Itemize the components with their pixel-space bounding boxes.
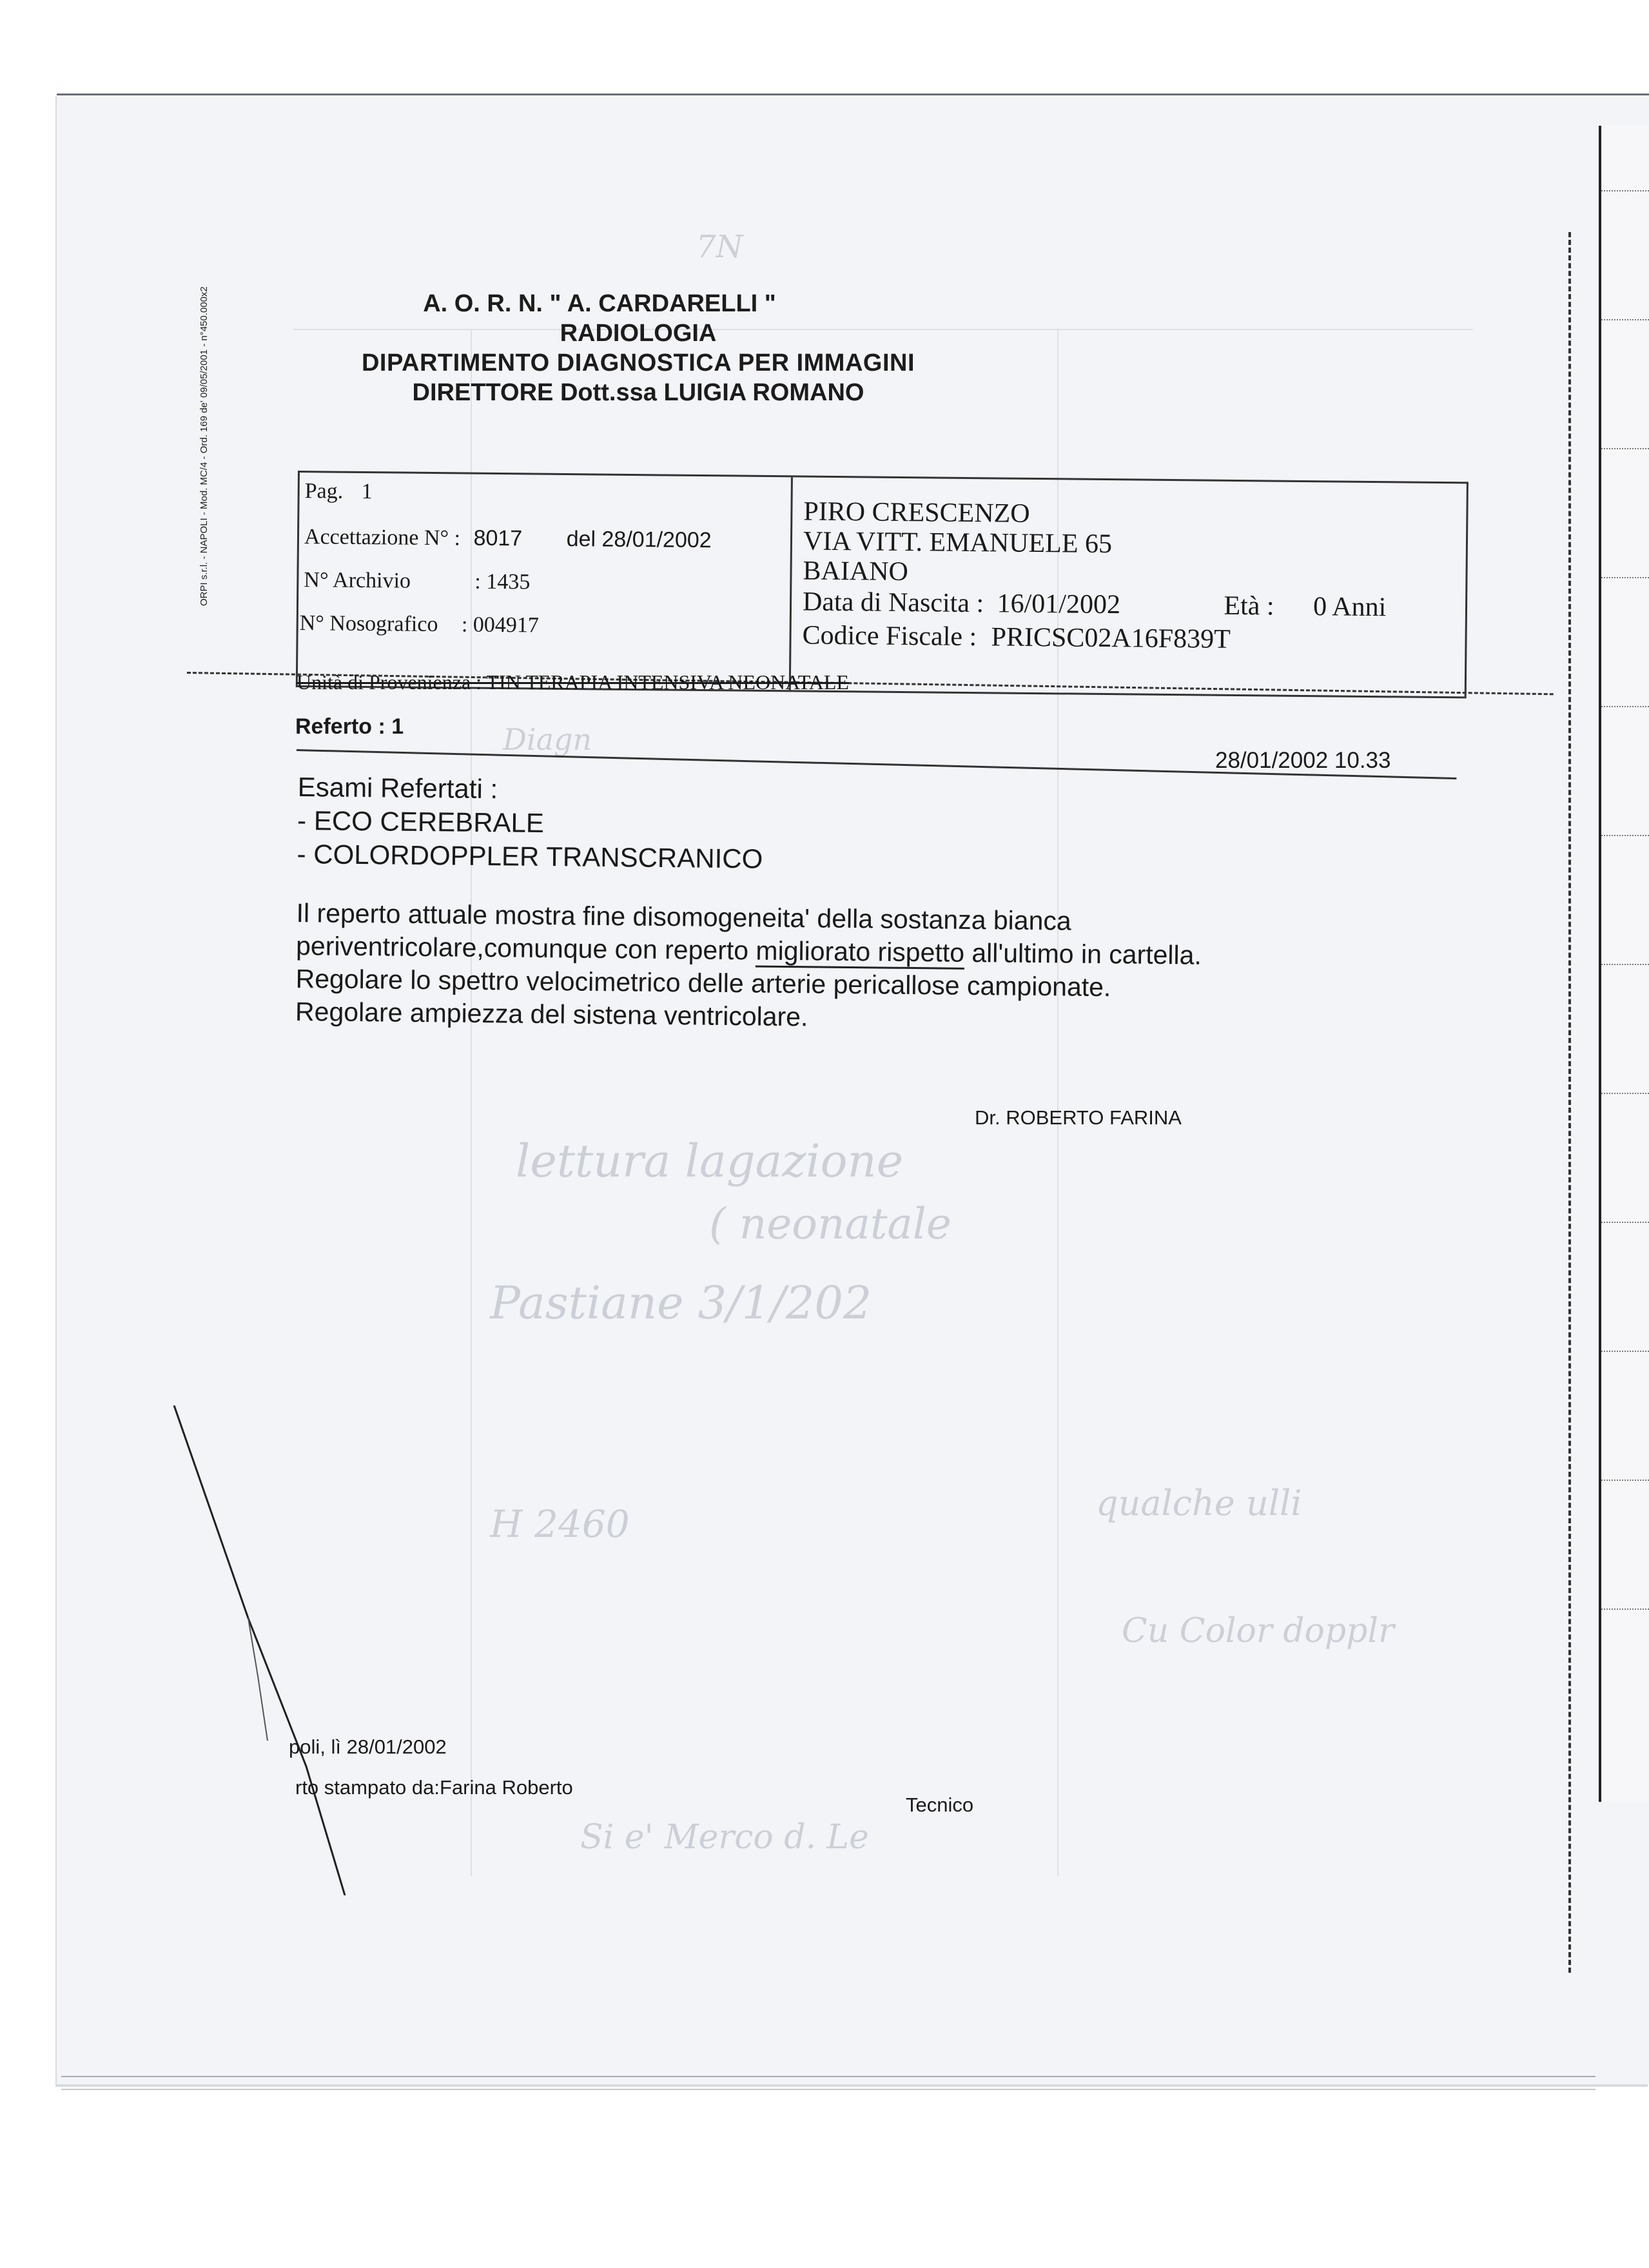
birth-value: 16/01/2002	[997, 589, 1121, 620]
report-datetime: 28/01/2002 10.33	[1215, 748, 1391, 773]
patient-name: PIRO CRESCENZO	[803, 496, 1030, 529]
report-body	[295, 770, 1204, 1038]
printed-by: rto stampato da:Farina Roberto	[295, 1776, 573, 1799]
provenienza-text: Unità di Provenienza : TIN TERAPIA INTENSIVA NEONATALE	[297, 670, 849, 694]
ghost-handwriting: Pastiane 3/1/202	[490, 1276, 872, 1329]
ghost-handwriting: Cu Color dopplr	[1122, 1612, 1394, 1650]
perforation-line	[1568, 232, 1571, 1973]
accettazione-date: del 28/01/2002	[566, 527, 712, 553]
esame-item: - COLORDOPPLER TRANSCRANICO	[297, 838, 763, 874]
patient-city: BAIANO	[803, 556, 909, 587]
cf-label: Codice Fiscale :	[802, 620, 977, 652]
box-divider	[789, 477, 793, 690]
accettazione-label: Accettazione N° :	[304, 525, 461, 551]
report-line: Il reperto attuale mostra fine disomogeneita' della sostanza bianca	[296, 897, 1071, 936]
underlying-page-edge	[1599, 126, 1649, 1802]
referto-number: Referto : 1	[295, 714, 404, 739]
patient-address: VIA VITT. EMANUELE 65	[803, 526, 1113, 560]
ghost-handwriting: H 2460	[490, 1502, 630, 1546]
director-name: DIRETTORE Dott.ssa LUIGIA ROMANO	[412, 379, 864, 406]
report-line: Regolare lo spettro velocimetrico delle arterie pericallose campionate.	[295, 963, 1111, 1002]
report-fragment: all'ultimo in cartella.	[964, 937, 1202, 970]
archivio-label: N° Archivio	[304, 568, 411, 593]
pag-label: Pag.	[304, 479, 344, 503]
pen-stroke	[171, 1405, 364, 1895]
ghost-handwriting: qualche ulli	[1096, 1483, 1302, 1523]
tecnico-label: Tecnico	[906, 1794, 974, 1816]
division-name: DIPARTIMENTO DIAGNOSTICA PER IMMAGINI	[361, 349, 915, 376]
letterhead	[322, 289, 954, 407]
report-line: Regolare ampiezza del sistena ventricolare.	[295, 996, 808, 1032]
esami-title: Esami Refertati :	[297, 771, 498, 805]
department-name: RADIOLOGIA	[560, 320, 717, 347]
eta-value: 0 Anni	[1312, 592, 1387, 623]
report-fragment: periventricolare,comunque con reperto	[295, 930, 756, 966]
accettazione-value: 8017	[473, 525, 523, 551]
pag-value: 1	[361, 479, 373, 504]
paper-stack-edge	[61, 2076, 1595, 2090]
cf-value: PRICSC02A16F839T	[991, 622, 1231, 654]
doctor-signature: Dr. ROBERTO FARINA	[975, 1106, 1182, 1129]
archivio-value: : 1435	[474, 569, 531, 594]
ghost-handwriting: Diagn	[503, 722, 592, 757]
underlined-phrase: migliorato rispetto	[756, 935, 964, 969]
ghost-handwriting: Si e' Merco d. Le	[580, 1818, 869, 1857]
report-text	[295, 897, 1202, 1038]
nosografico-label: N° Nosografico	[299, 611, 438, 637]
provenienza-row	[187, 664, 1554, 703]
esame-item: - ECO CEREBRALE	[297, 805, 545, 839]
hospital-name: A. O. R. N. " A. CARDARELLI "	[423, 290, 776, 317]
birth-label: Data di Nascita :	[802, 587, 984, 619]
eta-label: Età :	[1224, 591, 1274, 621]
ghost-handwriting: lettura lagazione	[516, 1135, 904, 1188]
ghost-handwriting: ( neonatale	[709, 1199, 951, 1249]
ghost-handwriting: 7N	[696, 229, 743, 265]
place-date: poli, lì 28/01/2002	[289, 1735, 447, 1758]
printer-imprint: ORPI s.r.l. - NAPOLI - Mod. MC/4 - Ord. 169 de' 09/05/2001 - n°450.000x2	[199, 286, 210, 606]
nosografico-value: : 004917	[461, 612, 540, 638]
